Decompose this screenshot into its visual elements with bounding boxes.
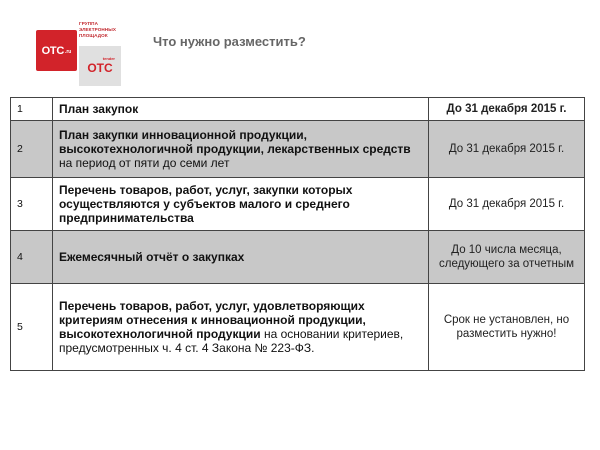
description-bold: Перечень товаров, работ, услуг, закупки которых осуществляются у субъектов малого и среднего предпринимательства xyxy=(59,183,353,225)
row-number: 3 xyxy=(11,178,53,231)
row-number: 5 xyxy=(11,284,53,371)
logo-group-line: ГРУППА xyxy=(79,21,98,26)
logo-group-line: ЭЛЕКТРОННЫХ xyxy=(79,27,116,32)
logo-group-caption xyxy=(79,21,127,39)
row-deadline: До 31 декабря 2015 г. xyxy=(429,178,585,231)
row-deadline: До 31 декабря 2015 г. xyxy=(429,98,585,121)
description-regular: на основании критериев, предусмотренных ч. 4 ст. 4 Закона № 223-ФЗ. xyxy=(59,327,404,355)
row-number: 1 xyxy=(11,98,53,121)
row-description xyxy=(53,231,429,284)
row-description xyxy=(53,284,429,371)
table-row xyxy=(11,231,585,284)
table-row xyxy=(11,284,585,371)
page-title: Что нужно разместить? xyxy=(153,34,306,49)
row-description xyxy=(53,121,429,178)
logo-brand-suffix: .ru xyxy=(64,48,72,55)
row-description xyxy=(53,98,429,121)
row-deadline: До 10 числа месяца, следующего за отчетным xyxy=(429,231,585,284)
row-description xyxy=(53,178,429,231)
row-deadline: Срок не установлен, но разместить нужно! xyxy=(429,284,585,371)
logo-sub-label: tender xyxy=(102,56,115,61)
table-row xyxy=(11,98,585,121)
table-row xyxy=(11,178,585,231)
description-bold: Ежемесячный отчёт о закупках xyxy=(59,250,245,264)
row-number: 4 xyxy=(11,231,53,284)
table-row xyxy=(11,121,585,178)
row-deadline: До 31 декабря 2015 г. xyxy=(429,121,585,178)
description-bold: План закупки инновационной продукции, высокотехнологичной продукции, лекарственных средств xyxy=(59,128,411,156)
otc-ru-logo xyxy=(36,30,77,71)
publication-requirements-table xyxy=(10,97,585,371)
description-bold: План закупок xyxy=(59,102,139,116)
logo-brand-text: OTC xyxy=(41,44,64,57)
description-bold: Перечень товаров, работ, услуг, удовлетворяющих критериям отнесения к инновационной продукции, высокотехнологичной продукции xyxy=(59,299,366,341)
logo-group-line: ПЛОЩАДОК xyxy=(79,33,108,38)
row-number: 2 xyxy=(11,121,53,178)
logo-sub-brand: OTC xyxy=(87,61,113,75)
otc-tender-logo xyxy=(79,46,121,86)
description-regular: на период от пяти до семи лет xyxy=(59,156,230,170)
